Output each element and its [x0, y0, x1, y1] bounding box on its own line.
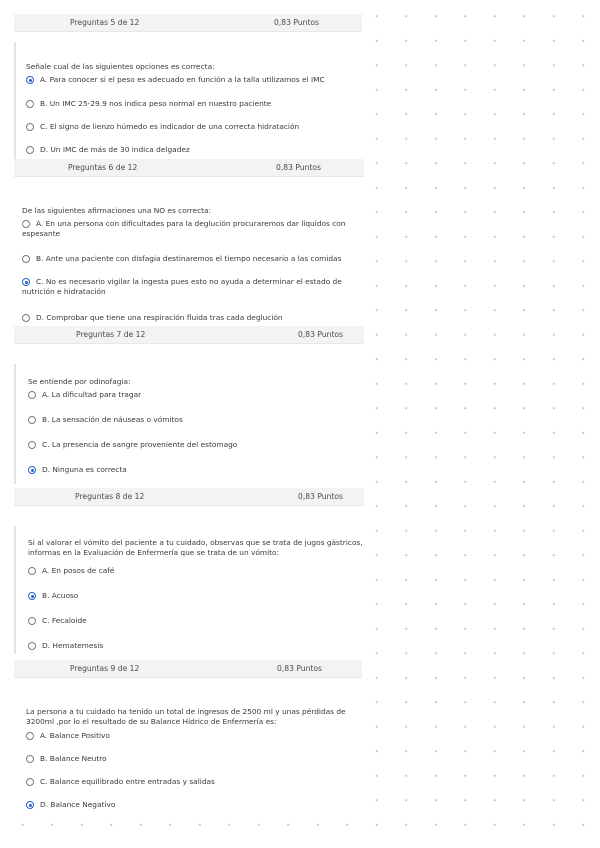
- radio-icon[interactable]: [28, 391, 36, 399]
- radio-icon[interactable]: [28, 567, 36, 575]
- option-label: A. Balance Positivo: [40, 731, 110, 740]
- question-points: 0,83 Puntos: [277, 664, 322, 673]
- option-label: D. Ninguna es correcta: [42, 465, 127, 474]
- question-number: Preguntas 7 de 12: [76, 330, 146, 339]
- radio-icon[interactable]: [22, 255, 30, 263]
- question-header: [14, 14, 362, 32]
- question-stem: De las siguientes afirmaciones una NO es correcta:: [22, 206, 212, 215]
- radio-icon[interactable]: [28, 416, 36, 424]
- option-label: B. Balance Neutro: [40, 754, 107, 763]
- option-label: C. El signo de lienzo húmedo es indicador de una correcta hidratación: [40, 122, 300, 131]
- card-left-border: [14, 526, 16, 654]
- question-header: [14, 159, 364, 177]
- question-points: 0,83 Puntos: [298, 330, 343, 339]
- question-card-6: [14, 159, 364, 325]
- question-card-9: [14, 660, 362, 814]
- radio-icon[interactable]: [26, 778, 34, 786]
- question-number: Preguntas 8 de 12: [75, 492, 145, 501]
- radio-icon[interactable]: [22, 314, 30, 322]
- question-header: [14, 326, 364, 344]
- question-points: 0,83 Puntos: [274, 18, 319, 27]
- radio-icon[interactable]: [26, 100, 34, 108]
- question-number: Preguntas 9 de 12: [70, 664, 140, 673]
- option-label: B. La sensación de náuseas o vómitos: [42, 415, 183, 424]
- question-header: [14, 488, 364, 506]
- radio-icon[interactable]: [28, 441, 36, 449]
- option-label: A. La dificultad para tragar: [42, 390, 142, 399]
- question-stem: Si al valorar el vómito del paciente a tu cuidado, observas que se trata de jugos gástricos, informas en la Evaluación de Enfermería que se trata de un vómito:: [28, 538, 363, 557]
- option-label: C. Balance equilibrado entre entradas y salidas: [40, 777, 215, 786]
- option-label: D. Balance Negativo: [40, 800, 116, 809]
- card-left-border: [14, 364, 16, 484]
- radio-icon[interactable]: [28, 617, 36, 625]
- option-label: D. Hematemesis: [42, 641, 104, 650]
- option-label: D. Un IMC de más de 30 indica delgadez: [40, 145, 190, 154]
- radio-icon[interactable]: [26, 732, 34, 740]
- question-stem: Señale cual de las siguientes opciones es correcta:: [26, 62, 215, 71]
- question-number: Preguntas 5 de 12: [70, 18, 140, 27]
- option-label: D. Comprobar que tiene una respiración fluida tras cada deglución: [36, 313, 283, 322]
- option-label: C. La presencia de sangre proveniente del estomago: [42, 440, 238, 449]
- option-label: B. Un IMC 25-29.9 nos indica peso normal en nuestro paciente: [40, 99, 272, 108]
- option-label: A. En posos de café: [42, 566, 115, 575]
- question-card-7: [14, 326, 364, 486]
- radio-selected-icon[interactable]: [28, 592, 36, 600]
- radio-selected-icon[interactable]: [26, 76, 34, 84]
- question-points: 0,83 Puntos: [298, 492, 343, 501]
- card-left-border: [14, 42, 16, 160]
- radio-selected-icon[interactable]: [28, 466, 36, 474]
- radio-icon[interactable]: [26, 123, 34, 131]
- question-stem: La persona a tu cuidado ha tenido un total de ingresos de 2500 ml y unas pérdidas de 3200ml ,por lo el resultado de su Balance Hídrico de Enfermería es:: [26, 707, 346, 726]
- radio-icon[interactable]: [28, 642, 36, 650]
- question-number: Preguntas 6 de 12: [68, 163, 138, 172]
- radio-selected-icon[interactable]: [26, 801, 34, 809]
- option-label: A. En una persona con dificultades para la deglución procuraremos dar líquidos con espesante: [22, 219, 346, 238]
- option-label: A. Para conocer si el peso es adecuado en función a la talla utilizamos el IMC: [40, 75, 325, 84]
- question-card-8: [14, 488, 364, 656]
- question-header: [14, 660, 362, 678]
- option-label: C. Fecaloide: [42, 616, 87, 625]
- question-points: 0,83 Puntos: [276, 163, 321, 172]
- option-label: C. No es necesario vigilar la ingesta pues esto no ayuda a determinar el estado de nutrición e hidratación: [22, 277, 342, 296]
- question-card-5: [14, 14, 362, 161]
- option-label: B. Acuoso: [42, 591, 79, 600]
- radio-icon[interactable]: [26, 755, 34, 763]
- radio-icon[interactable]: [26, 146, 34, 154]
- question-stem: Se entiende por odinofagia:: [28, 377, 131, 386]
- option-label: B. Ante una paciente con disfagia destinaremos el tiempo necesario a las comidas: [36, 254, 342, 263]
